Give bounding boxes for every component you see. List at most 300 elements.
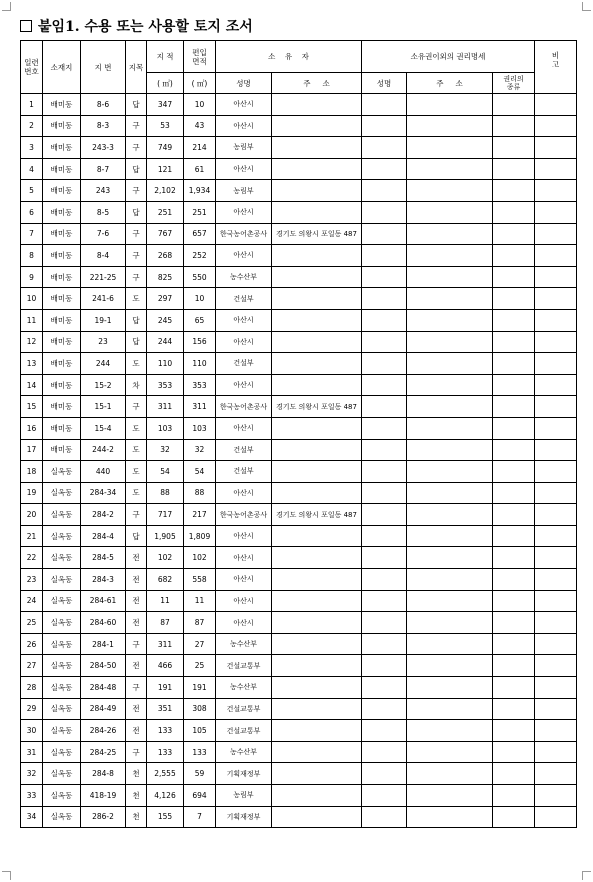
- table-row: [21, 741, 577, 763]
- table-row: [21, 612, 577, 634]
- cell-remarks: [535, 763, 577, 785]
- cell-owner-name: 아산시: [216, 309, 272, 331]
- header-owner-group: 소 유 자: [216, 41, 362, 73]
- cell-remarks: [535, 331, 577, 353]
- cell-owner-address: [272, 266, 362, 288]
- cell-rights-name: [362, 655, 407, 677]
- cell-category: 구: [126, 180, 147, 202]
- cell-owner-name: 농수산부: [216, 266, 272, 288]
- cell-owner-address: [272, 763, 362, 785]
- table-row: [21, 698, 577, 720]
- cell-rights-name: [362, 720, 407, 742]
- table-row: [21, 223, 577, 245]
- cell-owner-address: [272, 461, 362, 483]
- cell-rights-address: [407, 417, 493, 439]
- table-row: [21, 655, 577, 677]
- cell-lot: 7-6: [81, 223, 126, 245]
- cell-rights-type: [493, 115, 535, 137]
- cell-owner-address: [272, 439, 362, 461]
- table-row: [21, 806, 577, 828]
- cell-rights-type: [493, 785, 535, 807]
- cell-rights-name: [362, 461, 407, 483]
- cell-rights-name: [362, 569, 407, 591]
- cell-seq: 31: [21, 741, 43, 763]
- cell-rights-name: [362, 396, 407, 418]
- cell-seq: 29: [21, 698, 43, 720]
- cell-owner-name: 아산시: [216, 374, 272, 396]
- cell-category: 전: [126, 720, 147, 742]
- cell-lot: 243: [81, 180, 126, 202]
- table-row: [21, 137, 577, 159]
- cell-owner-address: [272, 353, 362, 375]
- cell-area: 297: [147, 288, 184, 310]
- cell-inc-area: 191: [184, 677, 216, 699]
- header-rights-address: 주 소: [407, 73, 493, 94]
- cell-remarks: [535, 525, 577, 547]
- cell-location: 실옥동: [43, 698, 81, 720]
- cell-location: 실옥동: [43, 525, 81, 547]
- cell-area: 749: [147, 137, 184, 159]
- cell-lot: 284-1: [81, 633, 126, 655]
- cell-owner-address: [272, 482, 362, 504]
- cell-area: 682: [147, 569, 184, 591]
- cell-owner-name: 아산시: [216, 201, 272, 223]
- cell-lot: 284-4: [81, 525, 126, 547]
- cell-owner-address: 경기도 의왕시 포일동 487: [272, 223, 362, 245]
- table-row: [21, 461, 577, 483]
- cell-category: 답: [126, 331, 147, 353]
- cell-remarks: [535, 201, 577, 223]
- cell-owner-name: 건설부: [216, 461, 272, 483]
- cell-rights-name: [362, 698, 407, 720]
- crop-mark-bottom-left: [2, 871, 11, 880]
- header-rights-type: 권리의 종류: [493, 73, 535, 94]
- cell-rights-address: [407, 590, 493, 612]
- cell-remarks: [535, 806, 577, 828]
- cell-category: 구: [126, 137, 147, 159]
- cell-seq: 26: [21, 633, 43, 655]
- cell-remarks: [535, 137, 577, 159]
- cell-lot: 284-3: [81, 569, 126, 591]
- cell-category: 구: [126, 266, 147, 288]
- cell-rights-name: [362, 137, 407, 159]
- header-inc-unit: ( ㎡): [184, 73, 216, 94]
- table-header: [21, 41, 577, 94]
- cell-location: 실옥동: [43, 633, 81, 655]
- cell-area: 32: [147, 439, 184, 461]
- cell-owner-address: [272, 288, 362, 310]
- header-seq: 일련 번호: [21, 41, 43, 94]
- cell-seq: 1: [21, 94, 43, 116]
- cell-rights-address: [407, 698, 493, 720]
- cell-area: 2,555: [147, 763, 184, 785]
- cell-owner-name: 한국농어촌공사: [216, 504, 272, 526]
- cell-owner-name: 건설부: [216, 439, 272, 461]
- cell-lot: 284-26: [81, 720, 126, 742]
- table-row: [21, 94, 577, 116]
- cell-category: 구: [126, 115, 147, 137]
- cell-location: 배미동: [43, 94, 81, 116]
- cell-owner-address: [272, 245, 362, 267]
- cell-area: 825: [147, 266, 184, 288]
- cell-rights-address: [407, 439, 493, 461]
- cell-rights-address: [407, 806, 493, 828]
- cell-owner-name: 건설교통부: [216, 698, 272, 720]
- cell-owner-address: [272, 525, 362, 547]
- cell-rights-address: [407, 504, 493, 526]
- cell-owner-address: 경기도 의왕시 포일동 487: [272, 504, 362, 526]
- cell-location: 배미동: [43, 115, 81, 137]
- cell-area: 155: [147, 806, 184, 828]
- cell-location: 배미동: [43, 309, 81, 331]
- cell-rights-type: [493, 655, 535, 677]
- cell-rights-type: [493, 331, 535, 353]
- table-row: [21, 396, 577, 418]
- cell-inc-area: 103: [184, 417, 216, 439]
- cell-rights-type: [493, 763, 535, 785]
- cell-seq: 21: [21, 525, 43, 547]
- cell-rights-address: [407, 547, 493, 569]
- table-body: [21, 94, 577, 828]
- cell-lot: 440: [81, 461, 126, 483]
- cell-inc-area: 65: [184, 309, 216, 331]
- cell-owner-name: 농수산부: [216, 741, 272, 763]
- table-row: [21, 288, 577, 310]
- cell-location: 배미동: [43, 223, 81, 245]
- cell-lot: 15-1: [81, 396, 126, 418]
- cell-inc-area: 32: [184, 439, 216, 461]
- cell-owner-name: 아산시: [216, 245, 272, 267]
- cell-seq: 7: [21, 223, 43, 245]
- cell-lot: 286-2: [81, 806, 126, 828]
- cell-rights-name: [362, 245, 407, 267]
- header-area: 지 적: [147, 41, 184, 73]
- page-title: [20, 16, 253, 36]
- cell-area: 717: [147, 504, 184, 526]
- cell-remarks: [535, 461, 577, 483]
- cell-rights-name: [362, 482, 407, 504]
- cell-rights-name: [362, 223, 407, 245]
- cell-remarks: [535, 612, 577, 634]
- table-row: [21, 374, 577, 396]
- cell-location: 배미동: [43, 374, 81, 396]
- cell-remarks: [535, 633, 577, 655]
- cell-rights-type: [493, 569, 535, 591]
- cell-owner-name: 아산시: [216, 547, 272, 569]
- cell-rights-type: [493, 504, 535, 526]
- cell-owner-name: 건설부: [216, 353, 272, 375]
- cell-owner-address: [272, 741, 362, 763]
- cell-rights-address: [407, 655, 493, 677]
- cell-inc-area: 87: [184, 612, 216, 634]
- table-row: [21, 245, 577, 267]
- cell-owner-address: [272, 569, 362, 591]
- cell-remarks: [535, 396, 577, 418]
- table-row: [21, 266, 577, 288]
- cell-rights-address: [407, 94, 493, 116]
- cell-rights-name: [362, 763, 407, 785]
- cell-rights-name: [362, 417, 407, 439]
- cell-inc-area: 7: [184, 806, 216, 828]
- cell-area: 103: [147, 417, 184, 439]
- cell-rights-type: [493, 806, 535, 828]
- crop-mark-bottom-right: [582, 871, 591, 880]
- cell-inc-area: 59: [184, 763, 216, 785]
- cell-category: 답: [126, 201, 147, 223]
- cell-rights-address: [407, 633, 493, 655]
- cell-inc-area: 27: [184, 633, 216, 655]
- cell-owner-name: 아산시: [216, 115, 272, 137]
- cell-category: 천: [126, 785, 147, 807]
- cell-lot: 19-1: [81, 309, 126, 331]
- cell-category: 구: [126, 245, 147, 267]
- cell-area: 133: [147, 741, 184, 763]
- cell-inc-area: 10: [184, 94, 216, 116]
- cell-rights-address: [407, 223, 493, 245]
- cell-rights-name: [362, 374, 407, 396]
- table-row: [21, 158, 577, 180]
- cell-location: 배미동: [43, 331, 81, 353]
- cell-rights-address: [407, 741, 493, 763]
- cell-location: 배미동: [43, 266, 81, 288]
- cell-lot: 284-49: [81, 698, 126, 720]
- header-inc-area: 편입 면적: [184, 41, 216, 73]
- cell-rights-type: [493, 741, 535, 763]
- cell-rights-type: [493, 720, 535, 742]
- cell-rights-address: [407, 309, 493, 331]
- cell-owner-name: 농수산부: [216, 677, 272, 699]
- cell-inc-area: 214: [184, 137, 216, 159]
- table-row: [21, 569, 577, 591]
- cell-rights-address: [407, 525, 493, 547]
- cell-owner-address: [272, 374, 362, 396]
- cell-inc-area: 88: [184, 482, 216, 504]
- cell-location: 실옥동: [43, 720, 81, 742]
- cell-area: 121: [147, 158, 184, 180]
- cell-area: 88: [147, 482, 184, 504]
- cell-owner-name: 아산시: [216, 94, 272, 116]
- cell-lot: 241-6: [81, 288, 126, 310]
- cell-lot: 244-2: [81, 439, 126, 461]
- cell-owner-name: 아산시: [216, 590, 272, 612]
- cell-rights-address: [407, 201, 493, 223]
- table-row: [21, 201, 577, 223]
- cell-seq: 19: [21, 482, 43, 504]
- cell-category: 구: [126, 677, 147, 699]
- cell-remarks: [535, 180, 577, 202]
- cell-rights-type: [493, 547, 535, 569]
- table-row: [21, 547, 577, 569]
- cell-location: 배미동: [43, 158, 81, 180]
- cell-owner-address: [272, 655, 362, 677]
- table-row: [21, 525, 577, 547]
- cell-area: 53: [147, 115, 184, 137]
- cell-rights-address: [407, 763, 493, 785]
- cell-lot: 8-7: [81, 158, 126, 180]
- cell-category: 구: [126, 223, 147, 245]
- cell-rights-type: [493, 180, 535, 202]
- cell-category: 전: [126, 569, 147, 591]
- cell-inc-area: 308: [184, 698, 216, 720]
- cell-rights-address: [407, 569, 493, 591]
- cell-rights-name: [362, 806, 407, 828]
- cell-remarks: [535, 504, 577, 526]
- cell-owner-address: [272, 590, 362, 612]
- cell-rights-type: [493, 417, 535, 439]
- cell-category: 답: [126, 309, 147, 331]
- cell-lot: 284-25: [81, 741, 126, 763]
- cell-location: 배미동: [43, 417, 81, 439]
- cell-category: 구: [126, 633, 147, 655]
- cell-inc-area: 550: [184, 266, 216, 288]
- cell-lot: 15-2: [81, 374, 126, 396]
- cell-lot: 8-4: [81, 245, 126, 267]
- cell-inc-area: 54: [184, 461, 216, 483]
- cell-lot: 15-4: [81, 417, 126, 439]
- cell-location: 배미동: [43, 245, 81, 267]
- cell-inc-area: 61: [184, 158, 216, 180]
- cell-category: 구: [126, 504, 147, 526]
- cell-lot: 284-2: [81, 504, 126, 526]
- cell-seq: 16: [21, 417, 43, 439]
- cell-remarks: [535, 482, 577, 504]
- cell-remarks: [535, 374, 577, 396]
- cell-lot: 23: [81, 331, 126, 353]
- table-row: [21, 504, 577, 526]
- cell-remarks: [535, 741, 577, 763]
- cell-rights-address: [407, 266, 493, 288]
- cell-rights-name: [362, 741, 407, 763]
- cell-seq: 15: [21, 396, 43, 418]
- cell-rights-address: [407, 677, 493, 699]
- cell-owner-name: 농림부: [216, 137, 272, 159]
- cell-category: 전: [126, 612, 147, 634]
- cell-rights-name: [362, 331, 407, 353]
- cell-owner-name: 아산시: [216, 331, 272, 353]
- cell-owner-address: [272, 417, 362, 439]
- cell-remarks: [535, 547, 577, 569]
- cell-seq: 27: [21, 655, 43, 677]
- table-row: [21, 353, 577, 375]
- cell-rights-name: [362, 785, 407, 807]
- cell-rights-address: [407, 720, 493, 742]
- cell-lot: 284-5: [81, 547, 126, 569]
- cell-seq: 13: [21, 353, 43, 375]
- cell-category: 전: [126, 698, 147, 720]
- cell-area: 87: [147, 612, 184, 634]
- cell-location: 배미동: [43, 353, 81, 375]
- cell-rights-address: [407, 180, 493, 202]
- cell-category: 천: [126, 763, 147, 785]
- cell-seq: 12: [21, 331, 43, 353]
- cell-rights-address: [407, 137, 493, 159]
- cell-inc-area: 1,934: [184, 180, 216, 202]
- cell-inc-area: 252: [184, 245, 216, 267]
- header-remarks: 비 고: [535, 41, 577, 94]
- cell-rights-type: [493, 137, 535, 159]
- cell-owner-name: 농수산부: [216, 633, 272, 655]
- cell-inc-area: 133: [184, 741, 216, 763]
- cell-area: 311: [147, 396, 184, 418]
- cell-area: 311: [147, 633, 184, 655]
- cell-area: 347: [147, 94, 184, 116]
- cell-owner-name: 건설교통부: [216, 655, 272, 677]
- cell-location: 실옥동: [43, 547, 81, 569]
- cell-lot: 221-25: [81, 266, 126, 288]
- cell-owner-address: [272, 309, 362, 331]
- cell-owner-address: [272, 547, 362, 569]
- cell-rights-address: [407, 245, 493, 267]
- cell-location: 실옥동: [43, 806, 81, 828]
- table-row: [21, 331, 577, 353]
- cell-location: 실옥동: [43, 590, 81, 612]
- cell-area: 2,102: [147, 180, 184, 202]
- cell-seq: 10: [21, 288, 43, 310]
- cell-owner-name: 기획재정부: [216, 763, 272, 785]
- cell-location: 실옥동: [43, 763, 81, 785]
- cell-seq: 9: [21, 266, 43, 288]
- cell-category: 도: [126, 353, 147, 375]
- cell-remarks: [535, 439, 577, 461]
- crop-mark-top-right: [582, 2, 591, 11]
- cell-remarks: [535, 309, 577, 331]
- cell-owner-name: 아산시: [216, 482, 272, 504]
- cell-rights-type: [493, 288, 535, 310]
- cell-seq: 22: [21, 547, 43, 569]
- cell-rights-name: [362, 158, 407, 180]
- cell-rights-type: [493, 266, 535, 288]
- cell-rights-address: [407, 115, 493, 137]
- cell-rights-address: [407, 374, 493, 396]
- cell-owner-name: 아산시: [216, 158, 272, 180]
- cell-remarks: [535, 785, 577, 807]
- header-area-unit: ( ㎡): [147, 73, 184, 94]
- cell-category: 도: [126, 461, 147, 483]
- cell-rights-type: [493, 590, 535, 612]
- cell-rights-type: [493, 223, 535, 245]
- cell-rights-address: [407, 612, 493, 634]
- cell-category: 구: [126, 396, 147, 418]
- cell-seq: 32: [21, 763, 43, 785]
- cell-inc-area: 353: [184, 374, 216, 396]
- cell-seq: 3: [21, 137, 43, 159]
- cell-lot: 8-6: [81, 94, 126, 116]
- cell-remarks: [535, 94, 577, 116]
- cell-rights-type: [493, 94, 535, 116]
- cell-location: 배미동: [43, 137, 81, 159]
- cell-location: 배미동: [43, 201, 81, 223]
- cell-owner-name: 아산시: [216, 569, 272, 591]
- cell-remarks: [535, 698, 577, 720]
- cell-rights-type: [493, 439, 535, 461]
- cell-rights-name: [362, 677, 407, 699]
- cell-rights-type: [493, 374, 535, 396]
- cell-rights-address: [407, 158, 493, 180]
- cell-seq: 5: [21, 180, 43, 202]
- cell-lot: 284-48: [81, 677, 126, 699]
- cell-rights-type: [493, 158, 535, 180]
- cell-seq: 14: [21, 374, 43, 396]
- cell-owner-address: [272, 698, 362, 720]
- cell-remarks: [535, 590, 577, 612]
- cell-rights-name: [362, 633, 407, 655]
- cell-remarks: [535, 115, 577, 137]
- cell-rights-name: [362, 266, 407, 288]
- header-category: 지목: [126, 41, 147, 94]
- cell-area: 133: [147, 720, 184, 742]
- cell-seq: 4: [21, 158, 43, 180]
- cell-remarks: [535, 158, 577, 180]
